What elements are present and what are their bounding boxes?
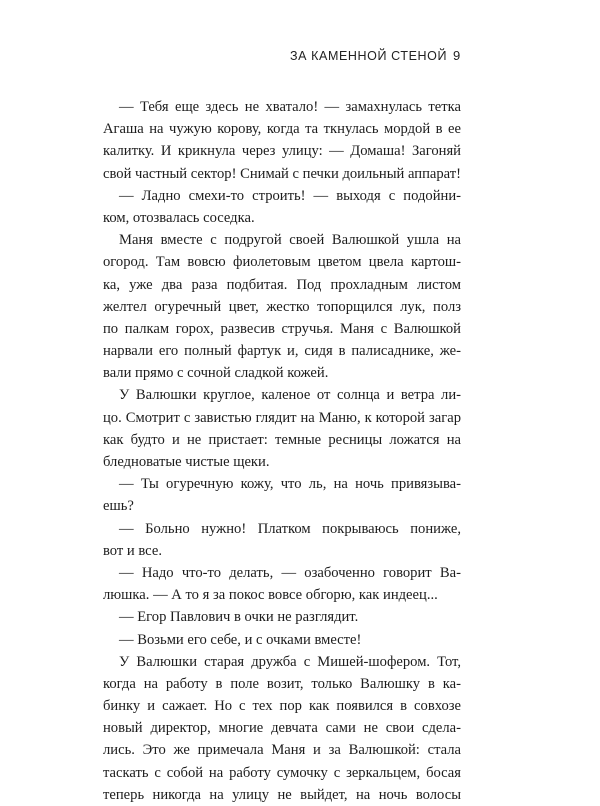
text-line: желтел огуречный цвет, жестко топорщился лук, полз xyxy=(103,298,461,315)
running-title: ЗА КАМЕННОЙ СТЕНОЙ xyxy=(290,49,448,63)
text-line: бледноватые чистые щеки. xyxy=(103,454,270,470)
text-line: свой частный сектор! Снимай с печки доильный аппарат! xyxy=(103,165,462,182)
text-line: — Надо что-то делать, — озабоченно говорит Ва- xyxy=(119,564,461,581)
text-line: цо. Смотрит с завистью глядит на Маню, к которой загар xyxy=(103,409,461,426)
text-line: теперь никогда на улицу не выйдет, на ночь волосы xyxy=(103,786,461,803)
text-line: нарвали его полный фартук и, сидя в палисаднике, же- xyxy=(103,343,461,360)
text-line: люшка. — А то я за покос вовсе обгорю, как индеец... xyxy=(103,587,438,604)
text-line: Маня вместе с подругой своей Валюшкой ушла на xyxy=(119,232,461,249)
text-line: У Валюшки старая дружба с Мишей-шофером. Тот, xyxy=(119,653,461,670)
text-line: — Ты огуречную кожу, что ль, на ночь привязыва- xyxy=(119,476,461,493)
text-line: У Валюшки круглое, каленое от солнца и ветра ли- xyxy=(119,387,461,404)
text-line: новый директор, многие девчата сами не свои сдела- xyxy=(103,720,461,737)
text-line: — Больно нужно! Платком покрываюсь пониже, xyxy=(119,520,461,537)
text-line: Агаша на чужую корову, когда та ткнулась мордой в ее xyxy=(103,121,461,138)
text-line: когда на работу в поле возит, только Валюшку в ка- xyxy=(103,675,461,692)
text-line: — Егор Павлович в очки не разглядит. xyxy=(119,609,359,626)
text-line: ком, отозвалась соседка. xyxy=(103,209,255,226)
text-line: — Тебя еще здесь не хватало! — замахнулась тетка xyxy=(119,99,461,115)
page-number: 9 xyxy=(453,48,461,63)
text-line: бинку и сажает. Но с тех пор как появился в совхозе xyxy=(103,698,461,715)
text-line: лись. Это же примечала Маня и за Валюшкой: стала xyxy=(103,742,461,759)
text-line: огород. Там вовсю фиолетовым цветом цвела картош- xyxy=(103,254,461,271)
text-line: ка, уже два раза подбитая. Под прохладным листом xyxy=(103,276,461,293)
text-line: по палкам горох, развесив стручья. Маня с Валюшкой xyxy=(103,320,461,337)
text-line: — Ладно смехи-то строить! — выходя с подойни- xyxy=(119,187,461,204)
text-line: таскать с собой на работу сумочку с зеркальцем, босая xyxy=(103,764,461,781)
text-line: ешь? xyxy=(103,498,134,515)
text-line: как будто и не пристает: темные ресницы ложатся на xyxy=(103,431,461,448)
text-line: вали прямо с сочной сладкой кожей. xyxy=(103,365,329,382)
body-text xyxy=(103,96,461,806)
text-line: вот и все. xyxy=(103,542,162,559)
text-line: калитку. И крикнула через улицу: — Домаша! Загоняй xyxy=(103,143,461,160)
text-line: — Возьми его себе, и с очками вместе! xyxy=(119,631,362,648)
